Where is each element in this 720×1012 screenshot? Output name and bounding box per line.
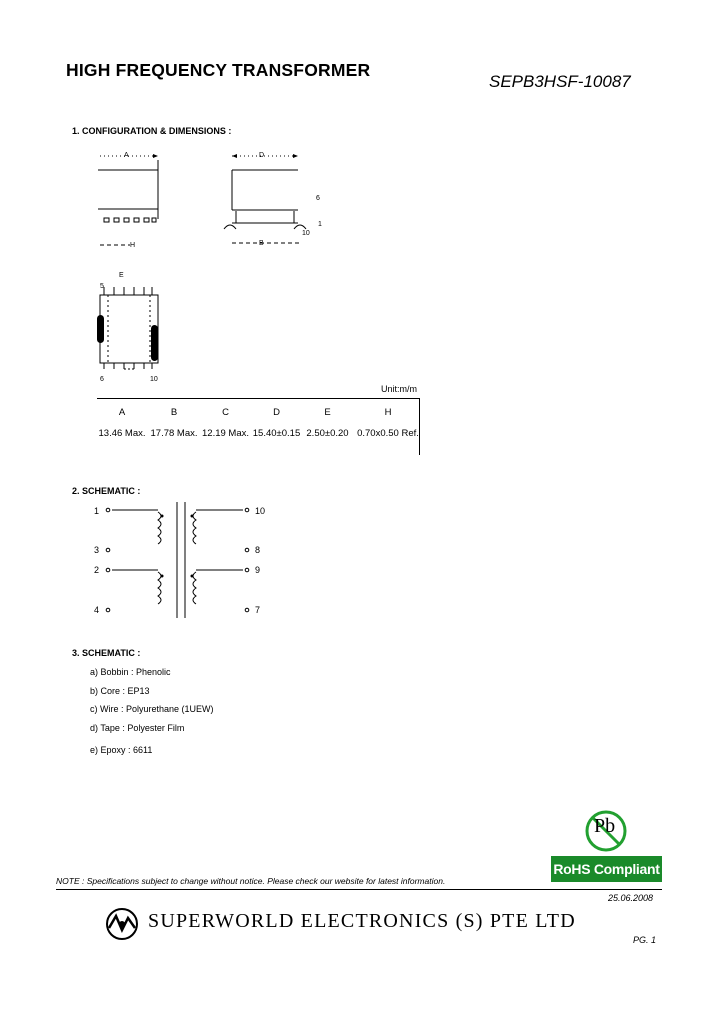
material-item: b) Core : EP13: [90, 686, 150, 696]
company-name: SUPERWORLD ELECTRONICS (S) PTE LTD: [148, 910, 576, 932]
dim-label-b: B: [259, 240, 264, 247]
dim-value: 12.19 Max.: [202, 427, 249, 439]
part-number: SEPB3HSF-10087: [489, 72, 631, 91]
schematic-pin-left: 3: [94, 545, 100, 555]
dim-header: H: [384, 406, 392, 418]
material-item: a) Bobbin : Phenolic: [90, 667, 171, 677]
material-item: d) Tape : Polyester Film: [90, 723, 185, 733]
schematic-pin-right: 7: [255, 605, 261, 615]
schematic-pin-right: 10: [255, 506, 266, 516]
configuration-drawing: [90, 145, 430, 395]
material-item: e) Epoxy : 6611: [90, 745, 153, 755]
dim-value: 13.46 Max.: [98, 427, 146, 439]
dimensions-header-row: [96, 402, 423, 422]
dim-label-h: H: [130, 242, 136, 249]
schematic-pin-left: 2: [94, 565, 100, 575]
dim-label-e: E: [119, 272, 124, 279]
schematic-pin-right: 9: [255, 565, 261, 575]
section3-heading: 3. SCHEMATIC :: [72, 648, 141, 658]
schematic-pin-left: 4: [94, 605, 100, 615]
company-logo: [104, 906, 140, 942]
unit-label: Unit:m/m: [381, 384, 417, 394]
dim-header: D: [273, 406, 280, 418]
dim-header: E: [324, 406, 331, 418]
pin-label-6-side: 6: [316, 195, 320, 202]
dim-label-d: D: [259, 152, 265, 159]
pin-label-1-side: 1: [318, 221, 322, 228]
dim-header: B: [170, 406, 178, 418]
dim-label-a: A: [124, 152, 129, 159]
material-item: c) Wire : Polyurethane (1UEW): [90, 704, 214, 714]
pb-symbol: Pb: [594, 815, 616, 837]
dim-value: 15.40±0.15: [252, 427, 301, 439]
section1-heading: 1. CONFIGURATION & DIMENSIONS :: [72, 126, 232, 136]
dimensions-table: [96, 402, 423, 444]
dim-header: A: [118, 406, 126, 418]
document-title: HIGH FREQUENCY TRANSFORMER: [66, 60, 371, 80]
dim-value: 0.70x0.50 Ref.: [357, 427, 419, 439]
schematic-diagram: [100, 500, 260, 625]
dim-value: 17.78 Max.: [150, 427, 198, 439]
pin-label-10-bottom: 10: [150, 376, 158, 383]
pin-label-6-bottom: 6: [100, 376, 104, 383]
dim-header: C: [222, 406, 229, 418]
pin-label-10-side: 10: [302, 230, 310, 237]
document-date: 25.06.2008: [608, 893, 654, 903]
schematic-pin-right: 8: [255, 545, 261, 555]
footer-note: NOTE : Specifications subject to change without notice. Please check our website for latest information.: [56, 876, 446, 886]
footer-divider: [56, 889, 662, 890]
page-number: PG. 1: [633, 935, 657, 945]
schematic-pin-left: 1: [94, 506, 100, 516]
rohs-compliant-badge: RoHS Compliant: [551, 856, 662, 882]
dim-value: 2.50±0.20: [306, 427, 349, 439]
section2-heading: 2. SCHEMATIC :: [72, 486, 141, 496]
dimensions-value-row: [96, 422, 423, 444]
pin-label-5-bottom: 5: [100, 283, 104, 290]
